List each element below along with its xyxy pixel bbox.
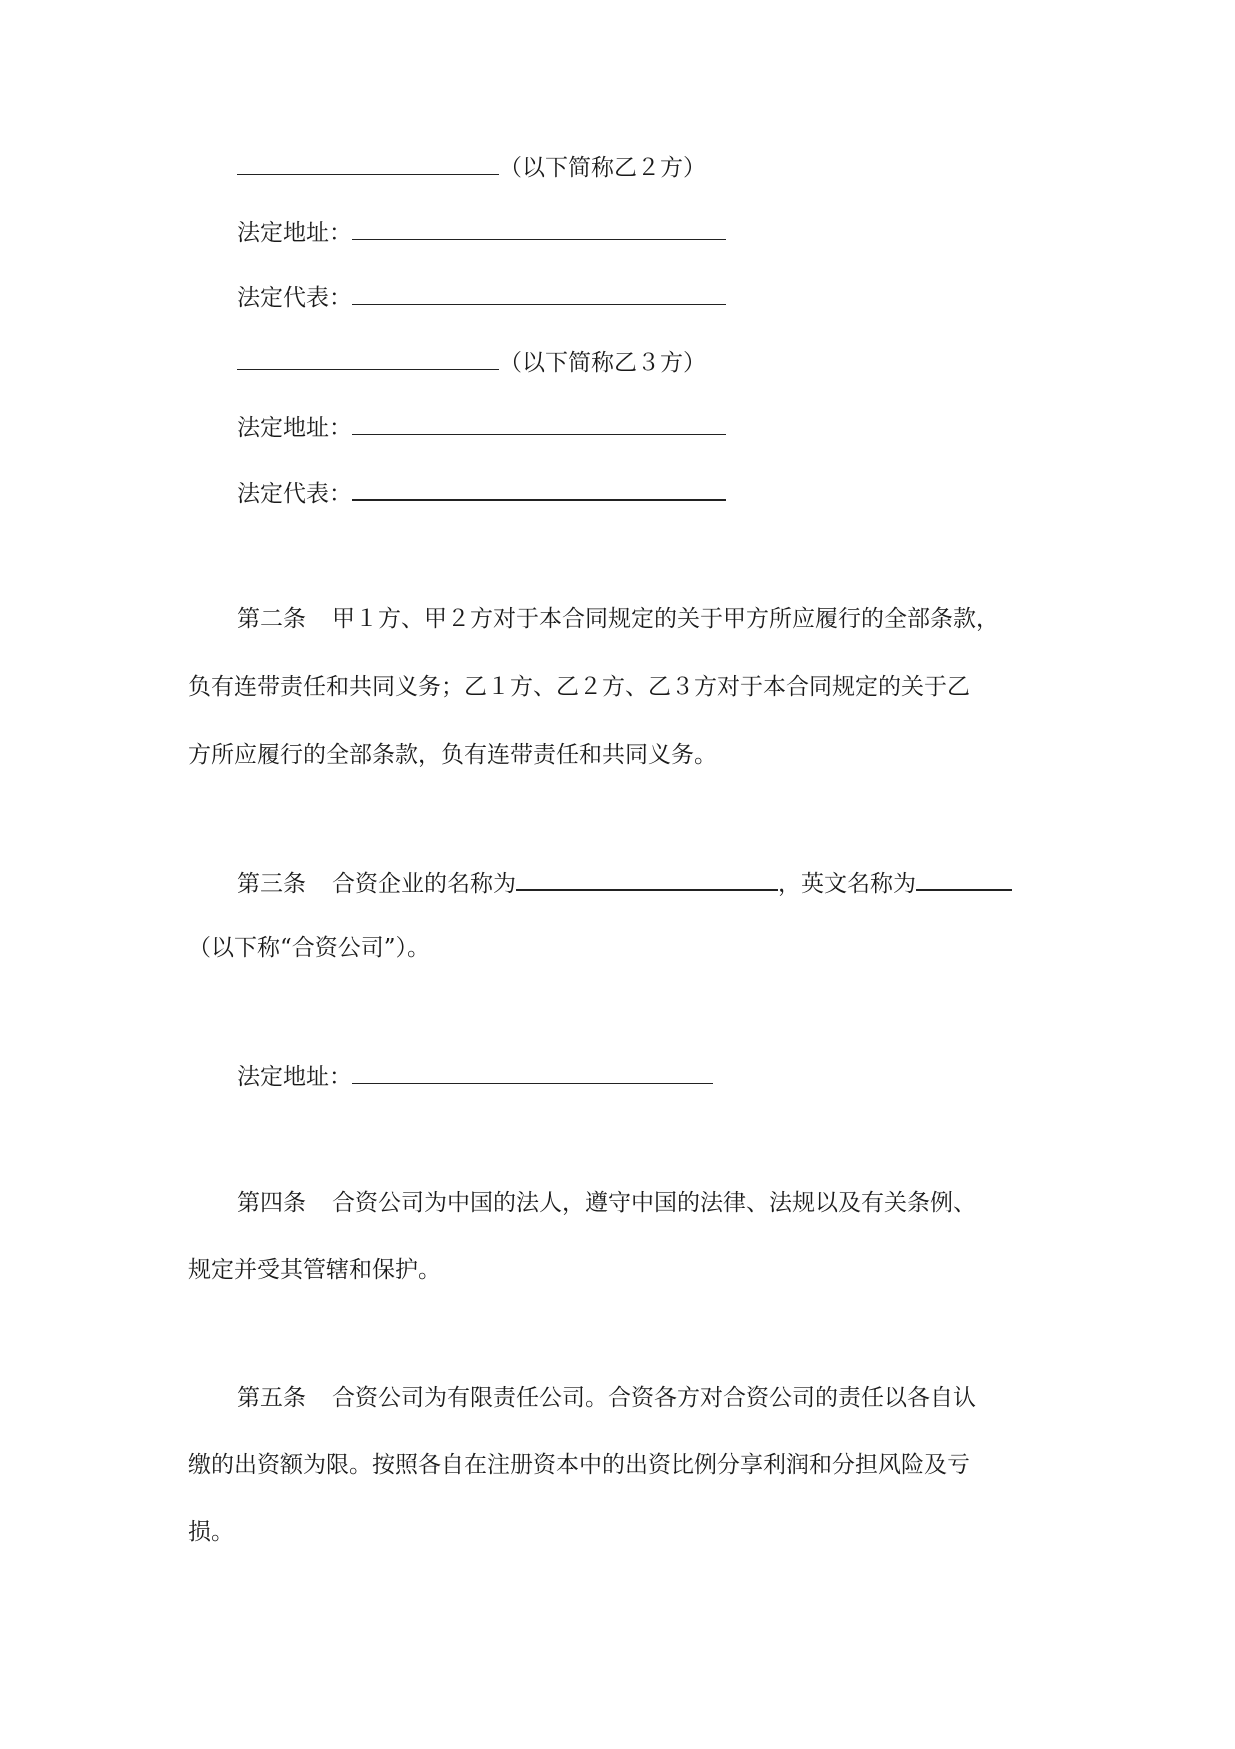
- article4-line1: [237, 1188, 976, 1218]
- party-b2-address-line: [237, 217, 726, 248]
- party-b3-address-label: 法定地址：: [237, 415, 352, 441]
- article3-english-prefix: ，英文名称为: [778, 871, 916, 897]
- article3-english-name-blank[interactable]: [916, 867, 1012, 891]
- article2-text-3: 方所应履行的全部条款，负有连带责任和共同义务。: [188, 742, 717, 768]
- party-b3-name-line: [237, 347, 706, 378]
- party-b3-suffix: （以下简称乙３方）: [499, 350, 706, 376]
- article4-text-1: 合资公司为中国的法人，遵守中国的法律、法规以及有关条例、: [332, 1190, 976, 1216]
- party-b2-suffix: （以下简称乙２方）: [499, 155, 706, 181]
- party-b2-rep-blank[interactable]: [352, 282, 726, 305]
- article5-text-3: 损。: [188, 1519, 234, 1545]
- party-b3-rep-blank[interactable]: [352, 477, 726, 501]
- article4-number: 第四条: [237, 1190, 306, 1216]
- party-b3-address-blank[interactable]: [352, 412, 726, 435]
- party-b2-rep-label: 法定代表：: [237, 285, 352, 311]
- article3-number: 第三条: [237, 871, 306, 897]
- article2-number: 第二条: [237, 606, 306, 632]
- party-b2-name-blank[interactable]: [237, 152, 499, 175]
- article4-line2: [188, 1255, 441, 1285]
- article3-text-2: （以下称“合资公司”）。: [188, 935, 431, 961]
- article5-number: 第五条: [237, 1385, 306, 1411]
- party-b2-address-label: 法定地址：: [237, 220, 352, 246]
- article5-text-1: 合资公司为有限责任公司。合资各方对合资公司的责任以各自认: [332, 1385, 976, 1411]
- article2-line3: [188, 740, 717, 770]
- article3-address-line: [237, 1061, 713, 1092]
- article3-company-name-blank[interactable]: [516, 867, 778, 891]
- party-b3-rep-label: 法定代表：: [237, 481, 352, 507]
- article5-line2: [188, 1450, 970, 1480]
- article3-name-prefix: 合资企业的名称为: [332, 871, 516, 897]
- article2-line1: [237, 604, 999, 634]
- article3-address-label: 法定地址：: [237, 1064, 352, 1090]
- article2-line2: [188, 672, 970, 702]
- article2-text-1: 甲１方、甲２方对于本合同规定的关于甲方所应履行的全部条款，: [332, 606, 999, 632]
- party-b2-address-blank[interactable]: [352, 217, 726, 240]
- article2-text-2: 负有连带责任和共同义务；乙１方、乙２方、乙３方对于本合同规定的关于乙: [188, 674, 970, 700]
- article5-line1: [237, 1383, 976, 1413]
- article4-text-2: 规定并受其管辖和保护。: [188, 1257, 441, 1283]
- article5-line3: [188, 1517, 234, 1547]
- article5-text-2: 缴的出资额为限。按照各自在注册资本中的出资比例分享利润和分担风险及亏: [188, 1452, 970, 1478]
- party-b3-address-line: [237, 412, 726, 443]
- article3-line2: [188, 933, 430, 963]
- party-b3-name-blank[interactable]: [237, 347, 499, 370]
- article3-address-blank[interactable]: [352, 1061, 713, 1084]
- party-b2-name-line: [237, 152, 706, 183]
- party-b3-rep-line: [237, 477, 726, 509]
- article3-line1: [237, 867, 1012, 899]
- party-b2-rep-line: [237, 282, 726, 313]
